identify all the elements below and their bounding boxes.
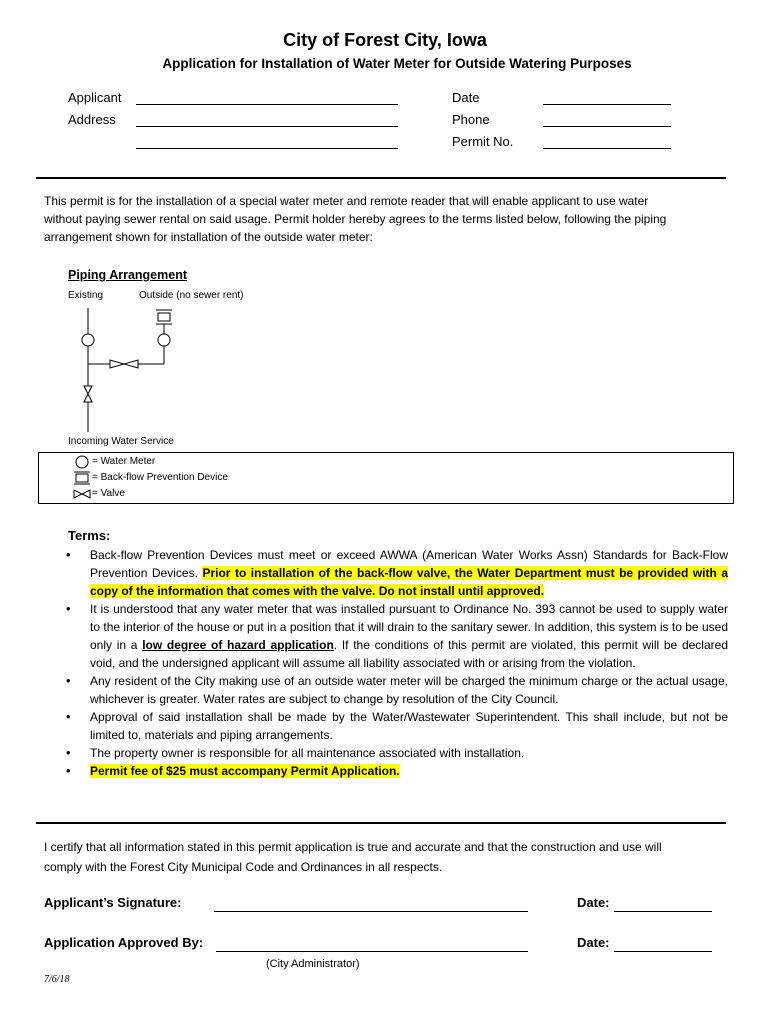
legend-valve: = Valve <box>92 488 125 499</box>
legend-backflow: = Back-flow Prevention Device <box>92 472 228 483</box>
permit-field[interactable] <box>543 148 671 149</box>
list-item: • Approval of said installation shall be made by the Water/Wastewater Superintendent. This shall include, but not be limited to, materials and piping arrangements. <box>66 708 728 744</box>
certify-paragraph: I certify that all information stated in this permit application is true and accurate and that the construction and use will comply with the Forest City Municipal Code and Ordinances in all respects. <box>44 840 662 874</box>
phone-field[interactable] <box>543 126 671 127</box>
piping-heading: Piping Arrangement <box>68 268 187 282</box>
date-label-1: Date: <box>577 895 610 910</box>
date-field-2[interactable] <box>614 951 712 952</box>
applicant-signature-label: Applicant’s Signature: <box>44 895 182 910</box>
city-administrator-label: (City Administrator) <box>266 958 360 970</box>
list-item: • Back-flow Prevention Devices must meet or exceed AWWA (American Water Works Assn) Standards for Back-Flow Prevention Devices. Prior to installation of the back-flow valve, the Water Department must be provided with a copy of the information that comes with the valve. Do not install until approved. <box>66 546 728 600</box>
terms-list <box>66 546 728 780</box>
address-field-2[interactable] <box>136 148 398 149</box>
applicant-signature-field[interactable] <box>214 911 528 912</box>
permit-label: Permit No. <box>452 134 514 149</box>
date-label: Date <box>452 90 480 105</box>
address-label: Address <box>68 112 116 127</box>
water-meter-symbol-outside <box>158 334 170 346</box>
list-item: • Permit fee of $25 must accompany Permit Application. <box>66 762 728 780</box>
legend-meter: = Water Meter <box>92 456 156 467</box>
list-item: • The property owner is responsible for all maintenance associated with installation. <box>66 744 728 762</box>
page-subtitle: Application for Installation of Water Meter for Outside Watering Purposes <box>162 56 632 71</box>
address-field-1[interactable] <box>136 126 398 127</box>
piping-diagram <box>60 300 200 440</box>
page-title: City of Forest City, Iowa <box>283 30 487 50</box>
outside-label: Outside (no sewer rent) <box>139 290 244 301</box>
revision-date: 7/6/18 <box>44 974 70 985</box>
legend-icons <box>72 455 92 501</box>
list-item: • It is understood that any water meter that was installed pursuant to Ordinance No. 393 cannot be used to supply water to the interior of the house or put in a position that it will drain to the sanitary sewer. In addition, this system is to be used only in a low degree of hazard application. If the conditions of this permit are violated, this permit will be declared void, and the undersigned applicant will assume all liability associated with or arising from the violation. <box>66 600 728 672</box>
phone-label: Phone <box>452 112 490 127</box>
water-meter-symbol-existing <box>82 334 94 346</box>
valve-symbol <box>110 360 124 368</box>
date-label-2: Date: <box>577 935 610 950</box>
applicant-label: Applicant <box>68 90 122 105</box>
divider-bottom <box>36 822 726 824</box>
terms-heading: Terms: <box>68 528 111 543</box>
list-item: • Any resident of the City making use of an outside water meter will be charged the minimum charge or the actual usage, whichever is greater. Water rates are subject to change by resolution of the City Council. <box>66 672 728 708</box>
approved-by-field[interactable] <box>216 951 528 952</box>
applicant-field[interactable] <box>136 104 398 105</box>
date-field[interactable] <box>543 104 671 105</box>
approved-by-label: Application Approved By: <box>44 935 204 950</box>
existing-label: Existing <box>68 290 104 301</box>
intro-paragraph: This permit is for the installation of a special water meter and remote reader that will enable applicant to use water without paying sewer rental on said usage. Permit holder hereby agrees to the terms listed below, following the piping arrangement shown for installation of the outside water meter: <box>44 194 667 244</box>
incoming-label: Incoming Water Service <box>68 436 174 447</box>
backflow-symbol <box>158 313 170 321</box>
divider-top <box>36 177 726 179</box>
date-field-1[interactable] <box>614 911 712 912</box>
